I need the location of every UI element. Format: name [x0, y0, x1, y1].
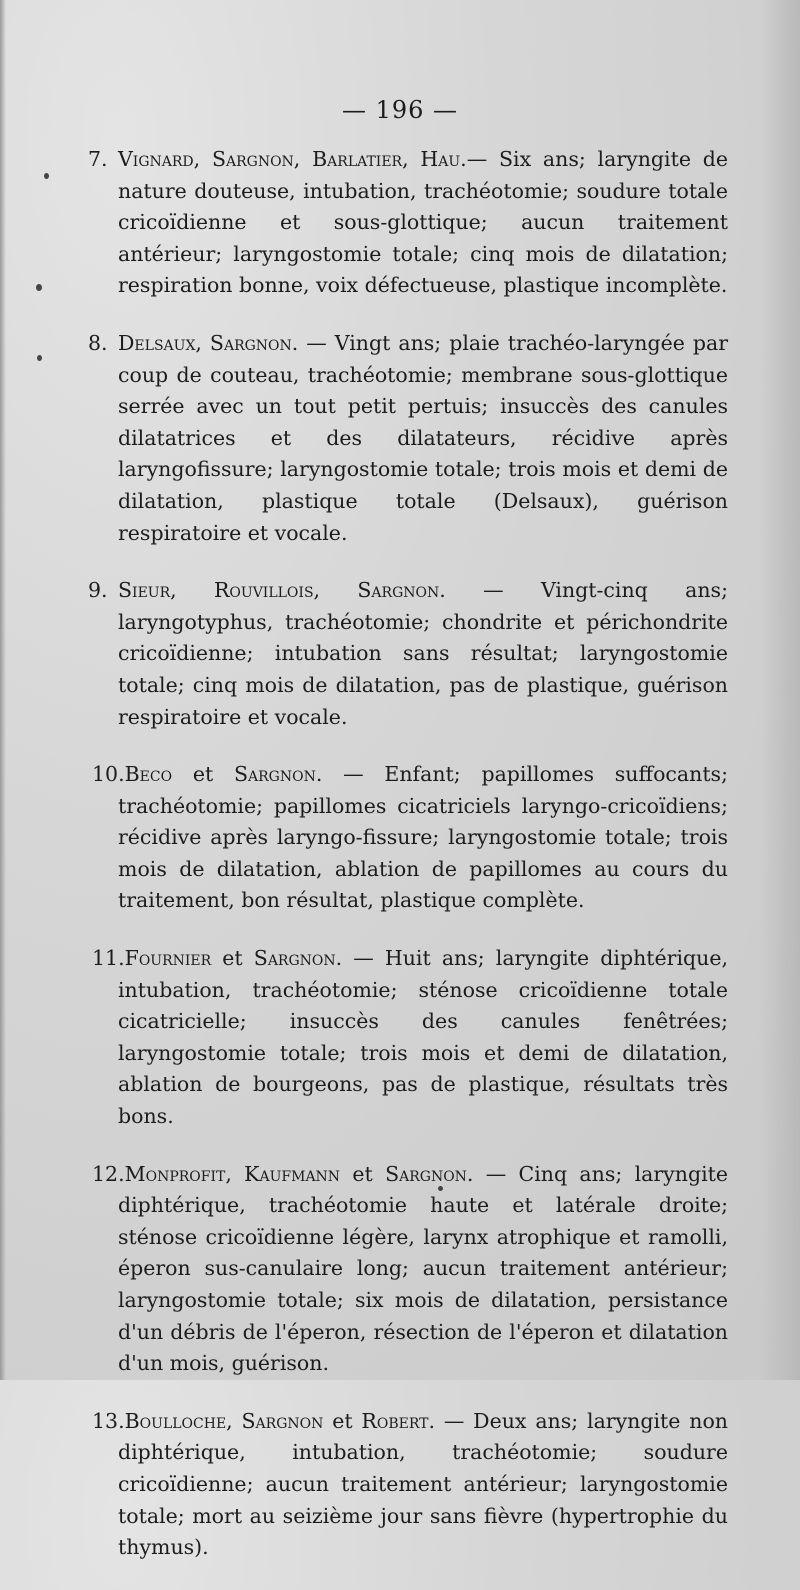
entry-conjunction: et [340, 1161, 386, 1186]
entry-number: 7. [88, 147, 108, 171]
entry-author: Robert. [361, 1408, 435, 1433]
entry-conjunction: et [172, 762, 234, 787]
entry-authors: Sieur, Rouvillois, Sargnon. [118, 578, 446, 603]
case-entry-8 [88, 328, 728, 549]
entry-number: 12. [92, 1161, 125, 1186]
entry-text: — Six ans; laryngite de nature douteuse, intubation, trachéotomie; soudure totale cricoïdienne et sous-glottique; aucun traitement antérieur; laryngostomie totale; cinq mois de dilatation; respiration bonne, voix défectueuse, plastique incomplète. [118, 147, 728, 298]
entry-author: Monprofit, Kaufmann [124, 1161, 341, 1186]
case-list [88, 144, 728, 1590]
entry-number: 10. [92, 762, 125, 787]
entry-conjunction: et [323, 1408, 362, 1433]
entry-text: — Cinq ans; laryngite diphtérique, trachéotomie haute et latérale droite; sténose cricoïdienne légère, larynx atrophique et ramolli, éperon sus-canulaire long; aucun traitement antérieur; laryngostomie totale; six mois de dilatation, persistance d'un débris de l'éperon, résection de l'éperon et dilatation d'un mois, guérison. [118, 1161, 729, 1376]
case-entry-13 [88, 1406, 728, 1564]
entry-author: Sargnon. [253, 946, 343, 971]
case-entry-7 [88, 144, 728, 302]
entry-authors: Vignard, Sargnon, Barlatier, Hau. [118, 147, 467, 171]
print-speck [37, 355, 42, 361]
page-edge-shadow-right [760, 0, 800, 1380]
entry-text: — Vingt-cinq ans; laryngotyphus, trachéotomie; chondrite et périchondrite cricoïdienne; intubation sans résultat; laryngostomie totale; cinq mois de dilatation, pas de plastique, guérison respiratoire et vocale. [118, 578, 728, 729]
case-entry-10 [88, 759, 728, 917]
entry-conjunction: et [211, 946, 254, 971]
entry-number: 9. [88, 578, 108, 603]
entry-author: Fournier [124, 946, 212, 971]
entry-text: — Deux ans; laryngite non diphtérique, intubation, trachéotomie; soudure cricoïdienne; aucun traitement antérieur; laryngostomie totale; mort au seizième jour sans fièvre (hypertrophie du thymus). [118, 1408, 728, 1560]
entry-text: — Enfant; papillomes suffocants; trachéotomie; papillomes cicatriciels laryngo-cricoïdiens; récidive après laryngo-fissure; laryngostomie totale; trois mois de dilatation, ablation de papillomes au cours du traitement, bon résultat, plastique complète. [118, 762, 728, 913]
entry-author: Boulloche, Sargnon [124, 1408, 324, 1433]
page-edge-shadow-left [0, 0, 6, 1380]
entry-author: Sargnon. [385, 1161, 474, 1186]
case-entry-9 [88, 575, 728, 733]
entry-text: — Huit ans; laryngite diphtérique, intubation, trachéotomie; sténose cricoïdienne totale cicatricielle; insuccès des canules fenêtrées; laryngostomie totale; trois mois et demi de dilatation, ablation de bourgeons, pas de plastique, résultats très bons. [118, 946, 728, 1129]
entry-number: 13. [92, 1408, 125, 1433]
entry-author: Beco [124, 762, 173, 787]
entry-number: 8. [88, 330, 108, 355]
entry-author: Sargnon. [233, 762, 323, 787]
print-speck [44, 173, 49, 179]
entry-number: 11. [92, 946, 125, 971]
case-entry-12 [88, 1159, 728, 1380]
case-entry-11 [88, 943, 728, 1133]
entry-authors: Delsaux, Sargnon. [118, 330, 299, 355]
page-number: — 196 — [341, 96, 459, 124]
entry-text: — Vingt ans; plaie trachéo-laryngée par coup de couteau, trachéotomie; membrane sous-glottique serrée avec un tout petit pertuis; insuccès des canules dilatatrices et des dilatateurs, récidive après laryngofissure; laryngostomie totale; trois mois et demi de dilatation, plastique totale (Delsaux), guérison respiratoire et vocale. [118, 330, 729, 545]
print-speck [36, 284, 42, 291]
